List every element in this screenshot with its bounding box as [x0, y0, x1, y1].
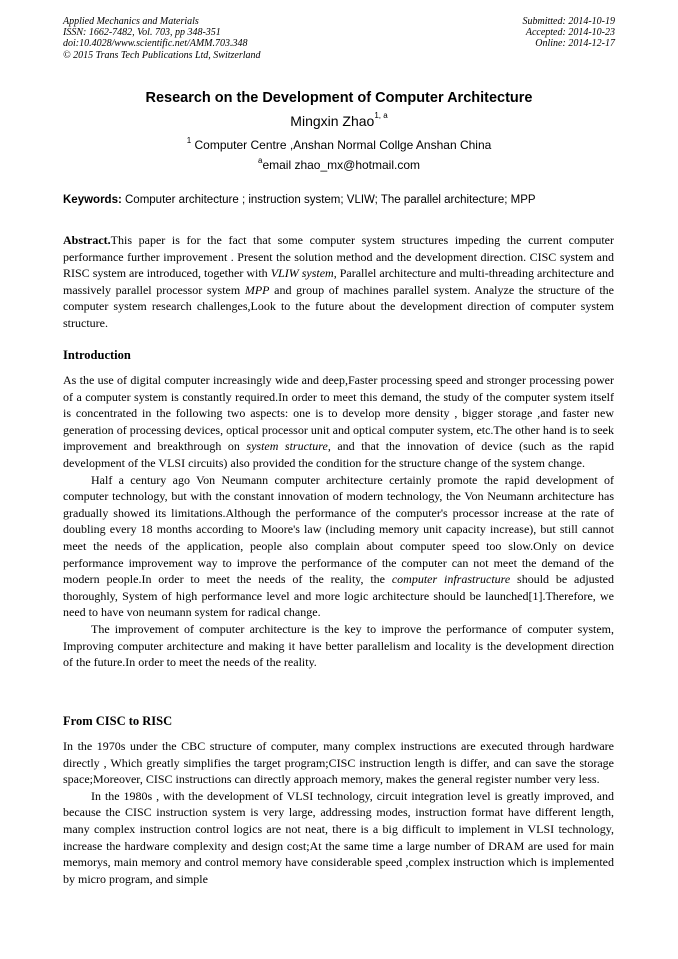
intro-p2-text-a: Half a century ago Von Neumann computer architecture certainly promote the rapid development of computer technology, but with the constant innovation of modern technology, the Von Neumann architecture has gradually showed its limitations.Although the performance of the computer's processor increase at the rate of doubling every 18 months according to Moore's law (including memory unit capacity increase), but still cannot meet the needs of the application, people also complain about computer speed too slow.Only on device performance improvement way to improve the performance of the computer can not meet the demand of the modern people.In order to meet the needs of the reality, the [63, 472, 614, 587]
email-text: email zhao_mx@hotmail.com [262, 158, 421, 172]
intro-p1-text-b: , and that the innovation of device (such as the rapid development of the VLSI circuits) also provided the condition for the structure change of the system change. [63, 439, 614, 470]
email-line [0, 158, 678, 172]
abstract-text-3: and group of machines parallel system. Analyze the structure of the computer system research challenges,Look to the future about the development direction of computer system structure. [63, 282, 615, 330]
submitted-date: Submitted: 2014-10-19 [522, 16, 615, 27]
accepted-date: Accepted: 2014-10-23 [525, 27, 615, 39]
intro-p1-emphasis: system structure [246, 439, 328, 454]
intro-p2-text-b: should be adjusted thoroughly, System of high performance level and more logic architecture should be launched[1].Therefore, we need to have von neumann system for radical change. [63, 572, 615, 620]
keywords-text: Computer architecture ; instruction system; VLIW; The parallel architecture; MPP [125, 194, 536, 206]
affiliation [0, 138, 678, 152]
intro-paragraph-1 [63, 372, 614, 472]
online-date: Online: 2014-12-17 [535, 38, 615, 50]
author-sup: 1, a [374, 111, 388, 120]
introduction-heading: Introduction [63, 348, 131, 362]
abstract-mpp: MPP [244, 282, 270, 297]
journal-copyright: © 2015 Trans Tech Publications Ltd, Switzerland [63, 49, 261, 61]
intro-paragraph-3: The improvement of computer architecture is the key to improve the performance of computer system, Improving computer architecture and making it have better parallelism and locality is the development direction of the future.In order to meet the needs of the reality. [63, 621, 614, 670]
cisc-paragraph-2: In the 1980s , with the development of VLSI technology, circuit integration level is greatly improved, and because the CISC instruction system is very large, addressing modes, instruction format have different length, many complex instruction control logics are not neat, there is a big difficult to implement in VLSI technology, increase the hardware complexity and design cost;At the same time a large number of DRAM are used for main memorys, main memory and control memory have considerable speed ,complex instruction which is implemented by micro program, and simple [63, 788, 614, 886]
author-name: Mingxin Zhao [290, 113, 375, 129]
paper-title: Research on the Development of Computer Architecture [145, 90, 533, 106]
abstract [63, 232, 614, 332]
cisc-heading: From CISC to RISC [63, 714, 173, 728]
keywords-label: Keywords: [63, 194, 122, 206]
journal-name: Applied Mechanics and Materials [63, 16, 199, 27]
abstract-text-2: , Parallel architecture and multi-threading architecture and massively parallel processor system [63, 266, 614, 297]
keywords [63, 194, 619, 206]
intro-p1-text-a: As the use of digital computer increasingly wide and deep,Faster processing speed and stronger processing power of a computer system is constantly required.In order to meet this demand, the study of the computer system itself is concentrated in the following two aspects: one is to develop more density , bigger storage ,and faster new generation of processing devices, optical processor unit and optical computer system, etc.The other hand is to seek improvement and breakthrough on [63, 373, 614, 454]
abstract-label: Abstract. [63, 233, 111, 247]
intro-paragraph-2 [63, 472, 614, 621]
introduction-body [63, 372, 614, 671]
abstract-text-1: This paper is for the fact that some computer system structures impeding the current computer performance further improvement . Present the solution method and the development direction. CISC system and RISC system are introduced, together with [63, 233, 614, 281]
submission-dates [523, 16, 616, 50]
abstract-vliw: VLIW system [270, 266, 334, 281]
intro-p2-emphasis: computer infrastructure [391, 572, 511, 587]
cisc-body [63, 738, 614, 887]
journal-issn: ISSN: 1662-7482, Vol. 703, pp 348-351 [63, 27, 221, 39]
journal-info [63, 16, 261, 61]
email-sup: a [257, 156, 263, 165]
affiliation-sup: 1 [186, 136, 192, 145]
journal-doi: doi:10.4028/www.scientific.net/AMM.703.348 [63, 38, 248, 50]
affiliation-text: Computer Centre ,Anshan Normal Collge Anshan China [194, 138, 492, 152]
cisc-paragraph-1: In the 1970s under the CBC structure of computer, many complex instructions are executed through hardware directly , Which greatly simplifies the target program;CISC instruction length is differ, and can save the storage space;Moreover, CISC instructions can directly approach memory, makes the general register number very less. [63, 739, 614, 787]
author-line [0, 113, 678, 129]
